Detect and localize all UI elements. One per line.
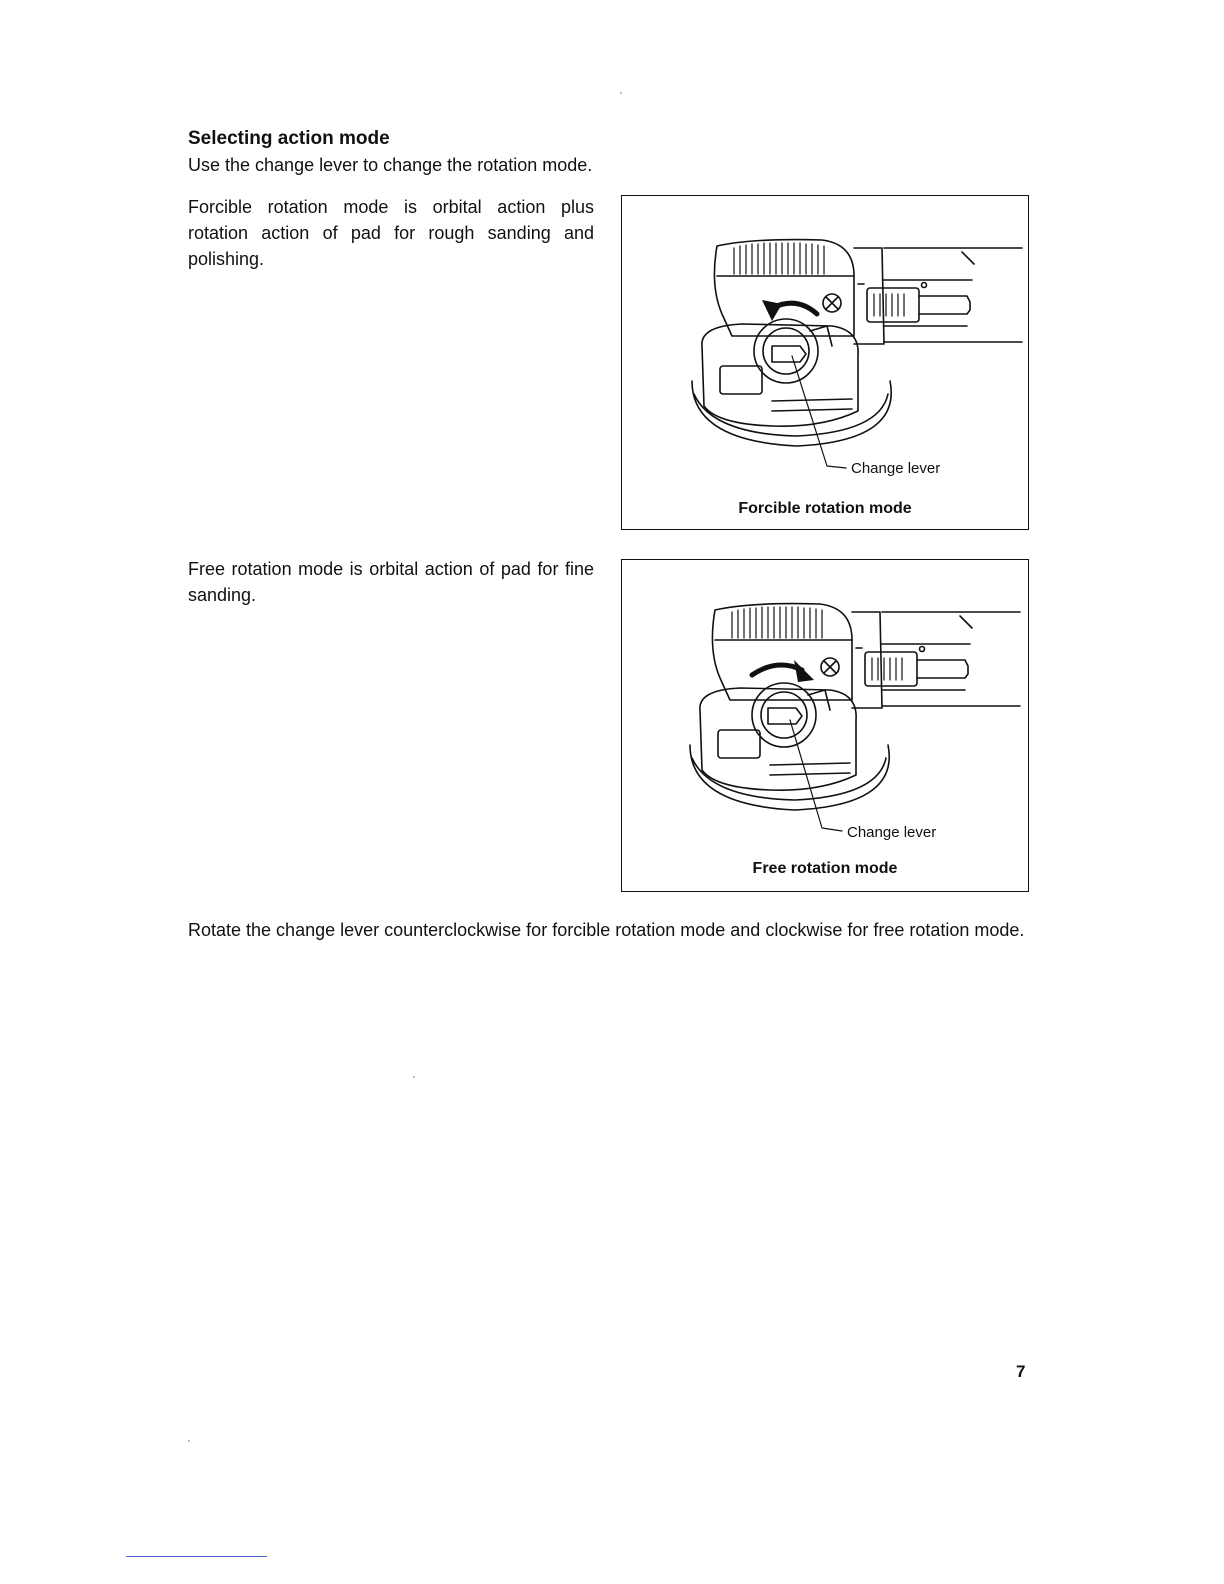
footer-rule: [126, 1556, 267, 1557]
scan-speck: [413, 1076, 415, 1078]
figure-caption: Free rotation mode: [752, 860, 898, 877]
forcible-mode-description: Forcible rotation mode is orbital action plus rotation action of pad for rough sanding and polishing.: [188, 197, 594, 269]
scan-speck: [188, 1440, 190, 1442]
closing-instruction: Rotate the change lever counterclockwise for forcible rotation mode and clockwise for free rotation mode.: [188, 920, 1025, 940]
scan-speck: [620, 92, 622, 94]
sander-illustration-forcible: [622, 196, 1030, 531]
page-number: 7: [1016, 1362, 1026, 1381]
change-lever-callout: Change lever: [847, 824, 937, 841]
section-heading: Selecting action mode: [188, 128, 390, 149]
forcible-mode-figure: [621, 195, 1029, 530]
free-mode-figure: [621, 559, 1029, 892]
free-mode-description: Free rotation mode is orbital action of pad for fine sanding.: [188, 559, 594, 605]
figure-caption: Forcible rotation mode: [738, 500, 912, 517]
intro-text: Use the change lever to change the rotation mode.: [188, 155, 593, 175]
sander-illustration-free: [622, 560, 1030, 893]
change-lever-callout: Change lever: [851, 460, 941, 477]
